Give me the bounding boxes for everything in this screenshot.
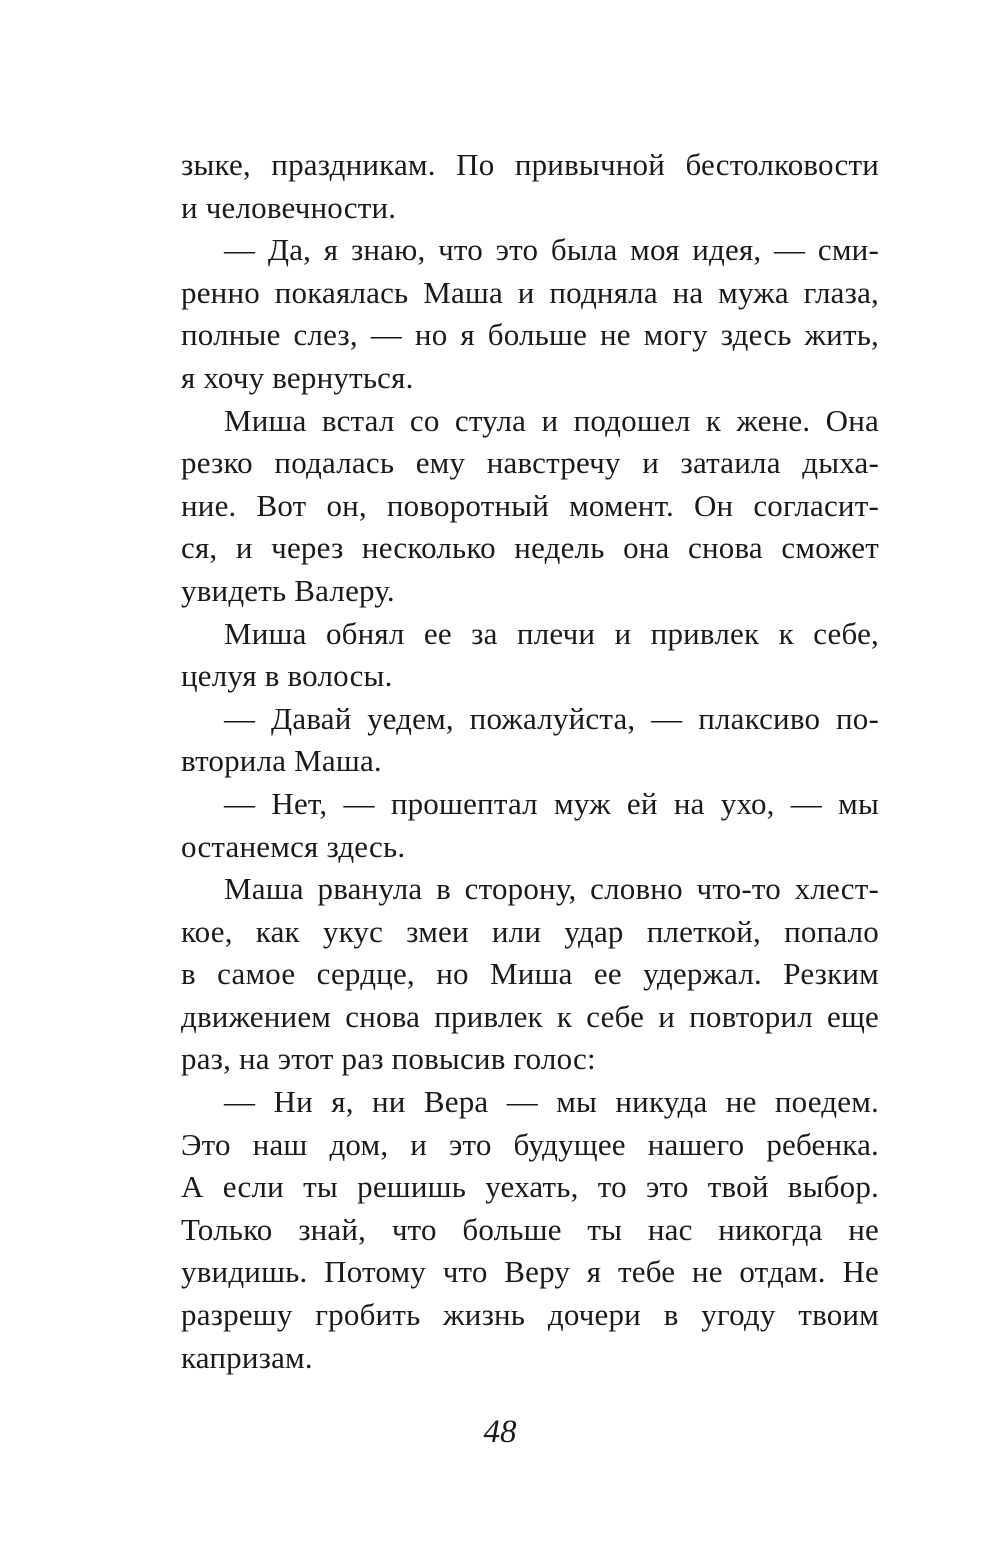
text-line: резко подалась ему навстречу и затаила дыха- [181, 445, 879, 481]
text-line: ние. Вот он, поворотный момент. Он согласит- [181, 487, 879, 523]
text-line: Маша рванула в сторону, словно что-то хлест- [224, 871, 879, 907]
text-line: целуя в волосы. [181, 658, 393, 694]
text-line: вторила Маша. [181, 743, 382, 779]
text-line: ся, и через несколько недель она снова сможет [181, 530, 879, 566]
text-line: — Нет, — прошептал муж ей на ухо, — мы [224, 785, 879, 821]
text-line: полные слез, — но я больше не могу здесь жить, [181, 317, 879, 353]
text-line: Миша обнял ее за плечи и привлек к себе, [224, 615, 879, 651]
text-line: зыке, праздникам. По привычной бестолковости [181, 147, 879, 182]
text-line: кое, как укус змеи или удар плеткой, попало [181, 913, 879, 949]
text-line: Только знай, что больше ты нас никогда не [181, 1211, 879, 1247]
text-line: раз, на этот раз повысив голос: [181, 1041, 596, 1077]
text-line: я хочу вернуться. [181, 359, 414, 395]
text-line: — Да, я знаю, что это была моя идея, — сми- [224, 232, 879, 268]
text-line: ренно покаялась Маша и подняла на мужа глаза, [181, 274, 879, 310]
text-line: движением снова привлек к себе и повторил еще [181, 998, 879, 1034]
text-line: — Давай уедем, пожалуйста, — плаксиво по- [224, 700, 879, 736]
text-line: в самое сердце, но Миша ее удержал. Резким [181, 956, 879, 992]
body-text [181, 144, 879, 1379]
text-line: капризам. [181, 1339, 313, 1375]
text-line: увидишь. Потому что Веру я тебе не отдам. Не [181, 1254, 879, 1290]
text-line: и человечности. [181, 189, 397, 225]
text-line: А если ты решишь уехать, то это твой выбор. [181, 1169, 879, 1205]
text-line: Это наш дом, и это будущее нашего ребенка. [181, 1126, 879, 1162]
text-line: Миша встал со стула и подошел к жене. Она [224, 402, 879, 438]
text-line: увидеть Валеру. [181, 572, 395, 608]
page-number: 48 [483, 1414, 517, 1450]
text-line: — Ни я, ни Вера — мы никуда не поедем. [224, 1084, 879, 1120]
text-line: разрешу гробить жизнь дочери в угоду твоим [181, 1297, 879, 1333]
text-line: останемся здесь. [181, 828, 406, 864]
